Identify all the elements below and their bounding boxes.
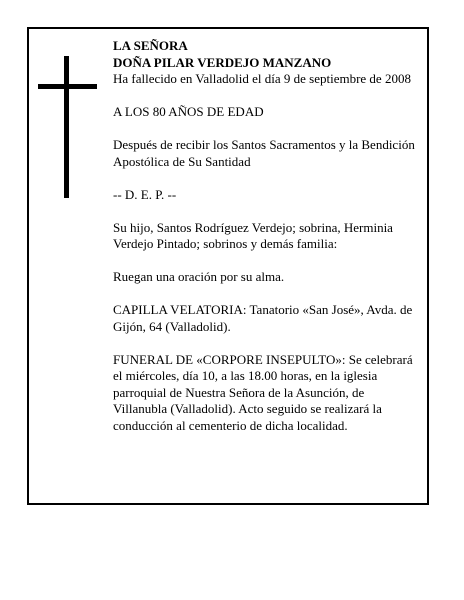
funeral-line: FUNERAL DE «CORPORE INSEPULTO»: Se celebrará el miércoles, día 10, a las 18.00 horas, en la iglesia parroquial de Nuestra Señora de la Asunción, de Villanubla (Valladolid). Acto seguido se realizará la conducción al cementerio de dicha localidad.	[113, 351, 413, 433]
cross-horizontal-bar	[38, 84, 97, 89]
family-line: Su hijo, Santos Rodríguez Verdejo; sobrina, Herminia Verdejo Pintado; sobrinos y demás familia:	[113, 219, 393, 251]
sacraments-line: Después de recibir los Santos Sacramentos y la Bendición Apostólica de Su Santidad	[113, 137, 415, 169]
death-info: Ha fallecido en Valladolid el día 9 de septiembre de 2008	[113, 71, 411, 86]
rip-line: -- D. E. P. --	[113, 186, 177, 202]
prayer-line: Ruegan una oración por su alma.	[113, 269, 285, 284]
age-line: A LOS 80 AÑOS DE EDAD	[113, 104, 264, 119]
obituary-text	[113, 38, 419, 451]
heading-line-1: LA SEÑORA	[113, 38, 188, 53]
chapel-line: CAPILLA VELATORIA: Tanatorio «San José», Avda. de Gijón, 64 (Valladolid).	[113, 302, 413, 334]
deceased-name: DOÑA PILAR VERDEJO MANZANO	[113, 54, 332, 70]
cross-vertical-bar	[64, 56, 69, 198]
